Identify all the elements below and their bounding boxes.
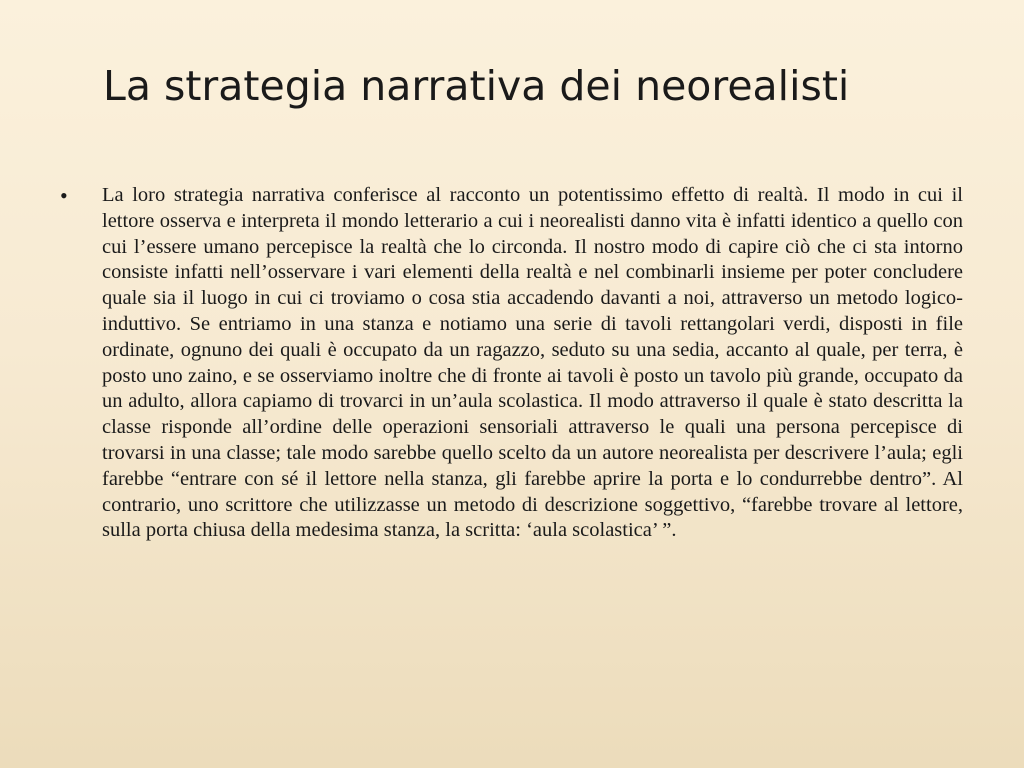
bullet-text: La loro strategia narrativa conferisce al racconto un potentissimo effetto di realtà. Il modo in cui il lettore osserva e interpreta il mondo letterario a cui i neorealisti danno vita è infatti identico a quello con cui l’essere umano percepisce la realtà che lo circonda. Il nostro modo di capire ciò che ci sta intorno consiste infatti nell’osservare i vari elementi della realtà e nel combinarli insieme per poter concludere quale sia il luogo in cui ci troviamo o cosa stia accadendo davanti a noi, attraverso un metodo logico-induttivo. Se entriamo in una stanza e notiamo una serie di tavoli rettangolari verdi, disposti in file ordinate, ognuno dei quali è occupato da un ragazzo, seduto su una sedia, accanto al quale, per terra, è posto uno zaino, e se osserviamo inoltre che di fronte ai tavoli è posto un tavolo più grande, occupato da un adulto, allora capiamo di trovarci in un’aula scolastica. Il modo attraverso il quale è stato descritta la classe risponde all’ordine delle operazioni sensoriali attraverso le quali una persona percepisce di trovarsi in una classe; tale modo sarebbe quello scelto da un autore neorealista per descrivere l’aula; egli farebbe “entrare con sé il lettore nella stanza, gli farebbe aprire la porta e lo condurrebbe dentro”. Al contrario, uno scrittore che utilizzasse un metodo di descrizione soggettivo, “farebbe trovare al lettore, sulla porta chiusa della medesima stanza, la scritta: ‘aula scolastica’ ”.: [102, 184, 963, 542]
bullet-list: [60, 183, 963, 544]
slide-title: La strategia narrativa dei neorealisti: [103, 62, 850, 110]
bullet-item: [60, 183, 963, 544]
bullet-marker: •: [60, 183, 68, 208]
